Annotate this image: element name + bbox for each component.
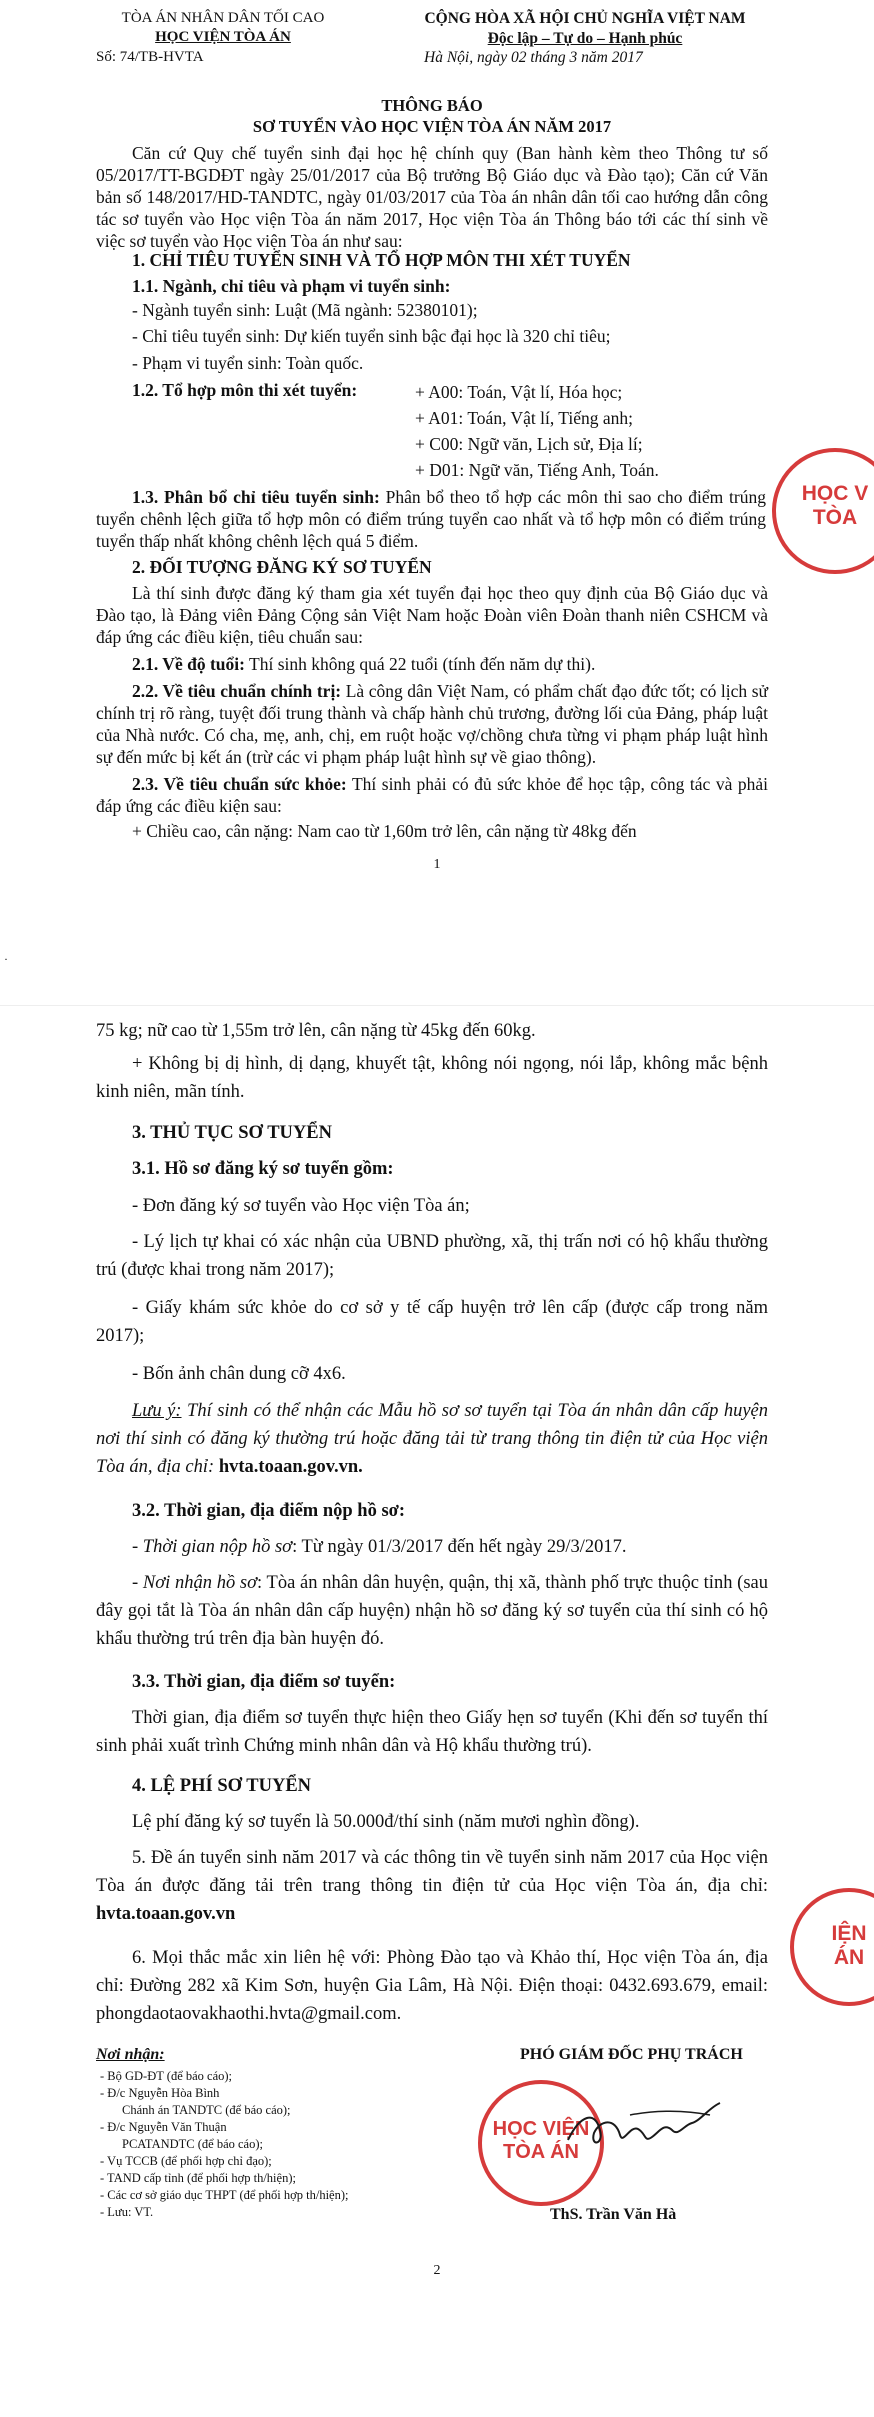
section-2-title: 2. ĐỐI TƯỢNG ĐĂNG KÝ SƠ TUYỂN [132, 557, 432, 577]
doc-resume: - Lý lịch tự khai có xác nhận của UBND phường, xã, thị trấn nơi có hộ khẩu thường trú (được khai trong năm 2017); [96, 1232, 768, 1280]
recipient-item: - Bộ GD-ĐT (để báo cáo); [100, 2069, 233, 2083]
page-separator [0, 1005, 874, 1006]
section-2-1-title: 2.1. Về độ tuổi: [132, 654, 245, 674]
submission-place [96, 1569, 768, 1653]
stamp-fragment-2 [790, 1888, 874, 2006]
stamp-fragment-2-line-2: ÁN [833, 1946, 865, 1969]
signer-role: PHÓ GIÁM ĐỐC PHỤ TRÁCH [520, 2046, 743, 2063]
stamp-fragment-1 [772, 448, 874, 574]
issue-date: Hà Nội, ngày 02 tháng 3 năm 2017 [424, 49, 643, 66]
stamp-line-1: HỌC VIỆN [492, 2118, 590, 2140]
intro-paragraph: Căn cứ Quy chế tuyển sinh đại học hệ chính quy (Ban hành kèm theo Thông tư số 05/2017/TT-BGDĐT ngày 25/01/2017 của Bộ trưởng Bộ Giáo dục và Đào tạo); Căn cứ Văn bản số 148/2017/HD-TANDTC, ngày 01/03/2017 của Tòa án nhân dân tối cao hướng dẫn công tác sơ tuyển vào Học viện Tòa án năm 2017, Học viện Tòa án Thông báo tới các thí sinh về việc sơ tuyển vào Học viện Tòa án như sau: [96, 143, 768, 251]
note-label: Lưu ý: [132, 1401, 182, 1421]
page-number-1: 1 [433, 857, 441, 872]
signer-name: ThS. Trần Văn Hà [550, 2206, 677, 2223]
section-2-3-text: Thí sinh phải có đủ sức khỏe để học tập, công tác và phải đáp ứng các điều kiện sau: [96, 774, 768, 816]
republic-name: CỘNG HÒA XÃ HỘI CHỦ NGHĨA VIỆT NAM [424, 10, 746, 27]
court-name: TÒA ÁN NHÂN DÂN TỐI CAO [121, 10, 325, 26]
recipient-item: - TAND cấp tỉnh (để phối hợp th/hiện); [100, 2171, 296, 2185]
doc-application-form: - Đơn đăng ký sơ tuyển vào Học viện Tòa án; [132, 1196, 470, 1216]
section-3-title: 3. THỦ TỤC SƠ TUYỂN [132, 1123, 332, 1143]
height-criteria-part-1: + Chiều cao, cân nặng: Nam cao từ 1,60m trở lên, cân nặng từ 48kg đến [132, 821, 637, 841]
bullet-quota: - Chỉ tiêu tuyển sinh: Dự kiến tuyển sinh bậc đại học là 320 chỉ tiêu; [132, 326, 611, 346]
section-2-3-title: 2.3. Về tiêu chuẩn sức khỏe: [132, 774, 347, 794]
submission-time-value: : Từ ngày 01/3/2017 đến hết ngày 29/3/2017. [292, 1537, 627, 1557]
issuer-block [88, 9, 358, 47]
section-2-3 [96, 773, 768, 817]
submission-place-label: - Nơi nhận hồ sơ [132, 1573, 257, 1593]
note-paragraph [96, 1397, 768, 1481]
academy-name: HỌC VIỆN TÒA ÁN [155, 29, 291, 45]
section-2-2-title: 2.2. Về tiêu chuẩn chính trị: [132, 681, 342, 701]
scan-dot-icon: · [4, 952, 8, 966]
page-number-2: 2 [433, 2263, 441, 2278]
section-2-2 [96, 680, 768, 768]
doc-health-certificate: - Giấy khám sức khỏe do cơ sở y tế cấp huyện trở lên cấp (được cấp trong năm 2017); [96, 1298, 768, 1346]
section-5-url-link[interactable]: hvta.toaan.gov.vn [96, 1904, 236, 1924]
bullet-scope: - Phạm vi tuyển sinh: Toàn quốc. [132, 353, 364, 373]
recipient-item: - Lưu: VT. [100, 2205, 154, 2219]
section-1-3-title: 1.3. Phân bổ chỉ tiêu tuyển sinh: [132, 487, 380, 507]
combo-d01: + D01: Ngữ văn, Tiếng Anh, Toán. [415, 460, 659, 480]
title-line-2: SƠ TUYỂN VÀO HỌC VIỆN TÒA ÁN NĂM 2017 [252, 117, 612, 136]
section-5-paragraph [96, 1844, 768, 1928]
signature-image [560, 2085, 730, 2165]
stamp-line-2: TÒA ÁN [503, 2141, 579, 2163]
section-3-3-paragraph: Thời gian, địa điểm sơ tuyển thực hiện theo Giấy hẹn sơ tuyển (Khi đến sơ tuyển thí sinh phải xuất trình Chứng minh nhân dân và Hộ khẩu thường trú). [96, 1708, 768, 1756]
section-1-3-text: Phân bổ theo tổ hợp các môn thi sao cho điểm trúng tuyển chênh lệch giữa tổ hợp môn có điểm trúng tuyển cao nhất và tổ hợp môn có điểm trúng tuyển thấp nhất không chênh lệch quá 5 điểm. [96, 487, 766, 551]
note-text: Thí sinh có thể nhận các Mẫu hồ sơ sơ tuyển tại Tòa án nhân dân cấp huyện nơi thí sinh có đăng ký thường trú hoặc đăng tải từ trang thông tin điện tử của Học viện Tòa án, địa chỉ: [96, 1401, 768, 1477]
doc-photos: - Bốn ảnh chân dung cỡ 4x6. [132, 1364, 346, 1384]
section-2-2-text: Là công dân Việt Nam, có phẩm chất đạo đức tốt; có lịch sử chính trị rõ ràng, tuyệt đối trung thành và chấp hành chủ trương, đường lối của Đảng, pháp luật của Nhà nước. Có cha, mẹ, anh, chị, em ruột hoặc vợ/chồng chưa từng vi phạm pháp luật hình sự đến mức bị kết án (trừ các vi phạm pháp luật hình sự về giao thông). [96, 681, 769, 767]
bullet-major: - Ngành tuyển sinh: Luật (Mã ngành: 52380101); [132, 300, 478, 320]
section-1-title: 1. CHỈ TIÊU TUYỂN SINH VÀ TỔ HỢP MÔN THI XÉT TUYỂN [132, 250, 631, 270]
motto: Độc lập – Tự do – Hạnh phúc [487, 30, 683, 47]
section-4-paragraph: Lệ phí đăng ký sơ tuyển là 50.000đ/thí sinh (năm mươi nghìn đồng). [132, 1812, 640, 1832]
stamp-fragment-2-line-1: IỆN [831, 1922, 867, 1945]
document-number: Số: 74/TB-HVTA [96, 49, 204, 65]
section-6-paragraph: 6. Mọi thắc mắc xin liên hệ với: Phòng Đào tạo và Khảo thí, Học viện Tòa án, địa chỉ: Đường 282 xã Kim Sơn, huyện Gia Lâm, Hà Nội. Điện thoại: 0432.693.679, email: phongdaotaovakhaothi.hvta@gmail.com. [96, 1948, 768, 2024]
submission-time-label: - Thời gian nộp hồ sơ [132, 1537, 293, 1557]
section-3-2-title: 3.2. Thời gian, địa điểm nộp hồ sơ: [132, 1501, 406, 1521]
section-1-3 [96, 486, 766, 552]
disability-criteria: + Không bị dị hình, dị dạng, khuyết tật, không nói ngọng, nói lắp, không mắc bệnh kinh niên, mãn tính. [96, 1054, 768, 1102]
note-url-link[interactable]: hvta.toaan.gov.vn. [218, 1457, 363, 1477]
combo-a01: + A01: Toán, Vật lí, Tiếng anh; [415, 408, 634, 428]
recipient-item: - Vụ TCCB (để phối hợp chỉ đạo); [100, 2154, 272, 2168]
recipient-item: PCATANDTC (để báo cáo); [122, 2137, 263, 2151]
subject-combinations [415, 379, 659, 483]
combo-c00: + C00: Ngữ văn, Lịch sử, Địa lí; [415, 434, 643, 454]
section-2-1-text: Thí sinh không quá 22 tuổi (tính đến năm dự thi). [249, 654, 596, 674]
recipient-item: - Các cơ sở giáo dục THPT (để phối hợp th/hiện); [100, 2188, 349, 2202]
page-title [96, 95, 768, 137]
section-4-title: 4. LỆ PHÍ SƠ TUYỂN [132, 1776, 312, 1796]
recipient-item: - Đ/c Nguyễn Văn Thuận [100, 2120, 227, 2134]
section-1-2-title: 1.2. Tổ hợp môn thi xét tuyển: [132, 380, 358, 400]
combo-a00: + A00: Toán, Vật lí, Hóa học; [415, 382, 623, 402]
title-line-1: THÔNG BÁO [381, 96, 483, 115]
recipients-title: Nơi nhận: [96, 2046, 165, 2063]
section-2-1 [96, 653, 768, 675]
section-5-text: 5. Đề án tuyển sinh năm 2017 và các thông tin về tuyển sinh năm 2017 của Học viện Tòa án được đăng tải trên trang thông tin điện tử của Học viện Tòa án, địa chỉ: [96, 1848, 768, 1896]
recipient-item: - Đ/c Nguyễn Hòa Bình [100, 2086, 220, 2100]
stamp-fragment-1-line-2: TÒA [812, 506, 858, 529]
national-header [375, 9, 795, 49]
submission-time [96, 1533, 768, 1561]
section-3-3-title: 3.3. Thời gian, địa điểm sơ tuyển: [132, 1672, 396, 1692]
submission-place-value: : Tòa án nhân dân huyện, quận, thị xã, thành phố trực thuộc tỉnh (sau đây gọi tắt là Tòa án nhân dân cấp huyện) nhận hồ sơ đăng ký sơ tuyển của thí sinh có hộ khẩu thường trú trên địa bàn huyện đó. [96, 1573, 768, 1649]
recipient-item: Chánh án TANDTC (để báo cáo); [122, 2103, 291, 2117]
section-1-1-title: 1.1. Ngành, chỉ tiêu và phạm vi tuyển sinh: [132, 276, 451, 296]
section-2-paragraph: Là thí sinh được đăng ký tham gia xét tuyển đại học theo quy định của Bộ Giáo dục và Đào tạo, là Đảng viên Đảng Cộng sản Việt Nam hoặc Đoàn viên Đoàn thanh niên CSHCM và đáp ứng các điều kiện, tiêu chuẩn sau: [96, 583, 768, 647]
stamp-fragment-1-line-1: HỌC V [801, 482, 869, 505]
height-criteria-part-2: 75 kg; nữ cao từ 1,55m trở lên, cân nặng từ 45kg đến 60kg. [96, 1021, 536, 1041]
section-3-1-title: 3.1. Hồ sơ đăng ký sơ tuyển gồm: [132, 1159, 394, 1179]
